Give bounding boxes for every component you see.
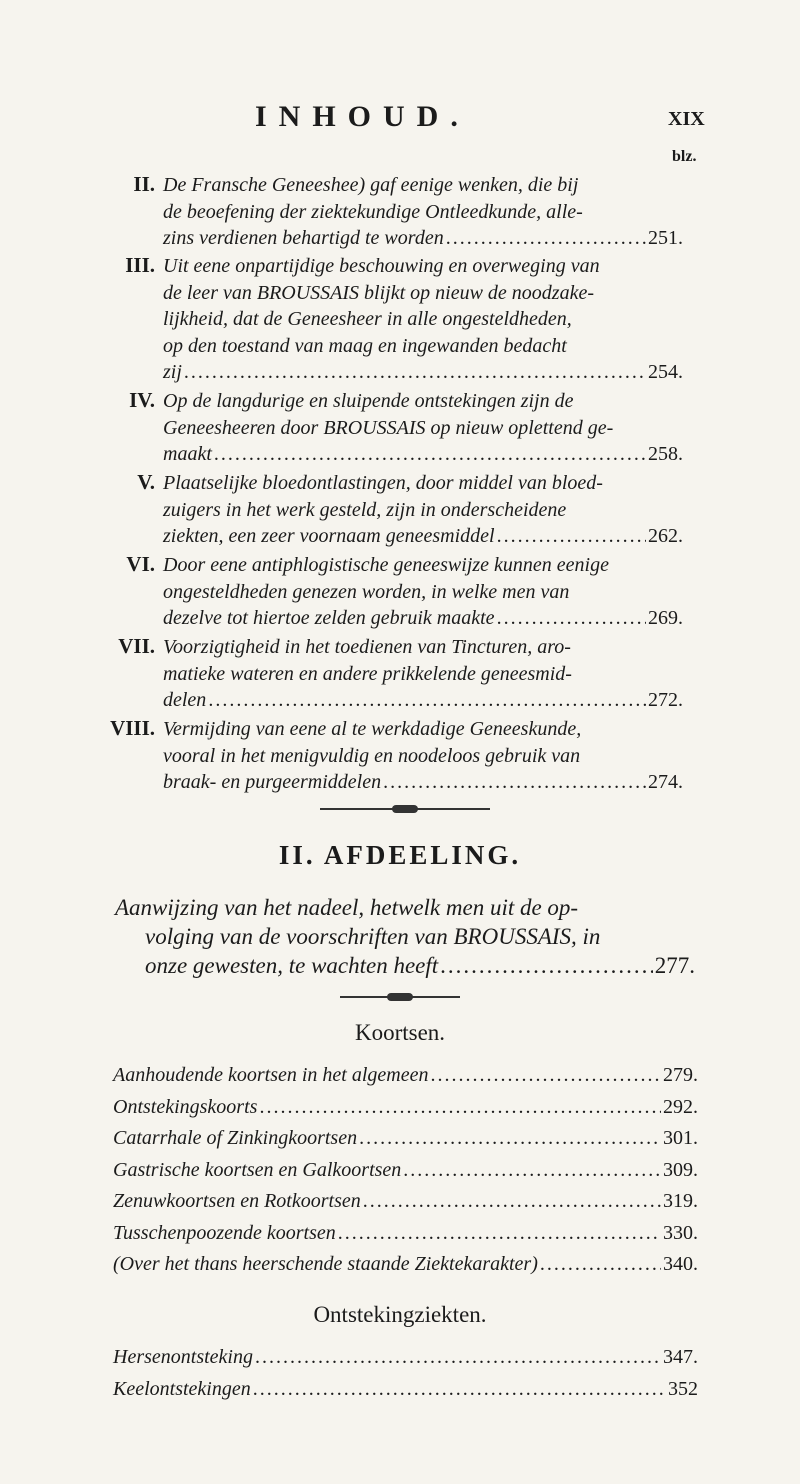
entry-line: dezelve tot hiertoe zelden gebruik maakte (163, 607, 495, 629)
entry-page: 272. (648, 689, 683, 711)
entry-number: III. (125, 253, 155, 277)
list-item (113, 1127, 698, 1159)
dot-leader (259, 1096, 661, 1119)
item-page: 330. (663, 1221, 698, 1244)
entry-page: 254. (648, 361, 683, 383)
ornament-center (392, 805, 418, 813)
item-page: 319. (663, 1190, 698, 1212)
item-page: 301. (663, 1127, 698, 1149)
list-item (113, 1378, 698, 1410)
dot-leader (208, 687, 646, 714)
dot-leader (540, 1253, 661, 1276)
item-label: Hersenontsteking (113, 1346, 253, 1368)
intro-leader-line (115, 951, 695, 980)
dot-leader (253, 1378, 666, 1401)
dot-leader (497, 605, 646, 632)
entry-number: VI. (126, 552, 155, 576)
entry-text (163, 253, 683, 386)
item-page: 279. (663, 1064, 698, 1086)
entry-line: matieke wateren en andere prikkelende geneesmid- (163, 662, 572, 685)
entry-line: Door eene antiphlogistische geneeswijze kunnen eenige (163, 554, 609, 576)
intro-line: Aanwijzing van het nadeel, hetwelk men uit de op- (115, 895, 579, 920)
entry-page: 274. (648, 771, 683, 793)
ornament-rule (320, 808, 490, 810)
entry-line: de beoefening der ziektekundige Ontleedkunde, alle- (163, 200, 583, 223)
dot-leader (383, 769, 646, 796)
item-label: Keelontstekingen (113, 1377, 251, 1400)
item-label: Catarrhale of Zinkingkoortsen (113, 1127, 358, 1149)
page-header (0, 100, 800, 140)
subsection-title-ontstekingziekten: Ontstekingziekten. (313, 1302, 487, 1327)
koortsen-list (113, 1064, 698, 1285)
item-label: Aanhoudende koortsen in het algemeen (113, 1064, 429, 1086)
entry-leader-line (163, 523, 683, 550)
entry-page: 262. (648, 525, 683, 547)
page-column-label: blz. (672, 148, 697, 165)
ornament-center (387, 993, 413, 1001)
dot-leader (440, 951, 653, 980)
item-page: 292. (663, 1095, 698, 1118)
dot-leader (497, 523, 646, 550)
dot-leader (403, 1159, 661, 1182)
item-page: 347. (663, 1346, 698, 1368)
entry-line: Op de langdurige en sluipende ontstekingen zijn de (163, 390, 574, 412)
entry-line: ziekten, een zeer voornaam geneesmiddel (163, 525, 495, 547)
header-page-number: XIX (668, 108, 705, 130)
entry-page: 269. (648, 607, 683, 629)
section-intro (115, 893, 695, 980)
entry-text (163, 172, 683, 252)
header-title: INHOUD. (255, 100, 470, 133)
entry-line: Geneesheeren door BROUSSAIS op nieuw oplettend ge- (163, 416, 614, 439)
entry-leader-line (163, 359, 683, 386)
item-page: 352 (668, 1377, 698, 1400)
subsection-title-koortsen: Koortsen. (354, 1020, 446, 1045)
list-item (113, 1159, 698, 1191)
entry-line: ongesteldheden genezen worden, in welke men van (163, 580, 570, 603)
entry-leader-line (163, 769, 683, 796)
entry-line: Vermijding van eene al te werkdadige Geneeskunde, (163, 718, 582, 740)
entry-leader-line (163, 225, 683, 252)
item-page: 340. (663, 1253, 698, 1275)
list-item (113, 1346, 698, 1378)
entry-page: 258. (648, 443, 683, 465)
entry-line: op den toestand van maag en ingewanden bedacht (163, 334, 567, 357)
entry-text (163, 634, 683, 714)
item-page: 309. (663, 1158, 698, 1181)
entry-number: IV. (129, 388, 155, 412)
entry-line: braak- en purgeermiddelen (163, 771, 382, 793)
dot-leader (430, 1064, 661, 1087)
entry-number: VII. (118, 634, 155, 658)
entry-line: delen (163, 689, 207, 711)
intro-line: volging van de voorschriften van BROUSSAIS, in (145, 924, 601, 949)
entry-number: VIII. (110, 716, 155, 740)
entry-line: Voorzigtigheid in het toedienen van Tincturen, aro- (163, 636, 571, 658)
entry-line: vooral in het menigvuldig en noodeloos gebruik van (163, 744, 581, 767)
entry-line: De Fransche Geneeshee) gaf eenige wenken, die bij (163, 174, 579, 196)
ornament-rule (340, 996, 460, 998)
list-item (113, 1096, 698, 1128)
dot-leader (446, 225, 646, 252)
intro-line: onze gewesten, te wachten heeft (145, 953, 439, 978)
entry-number: V. (137, 470, 155, 494)
entry-text (163, 552, 683, 632)
entry-number: II. (133, 172, 155, 196)
section-title: II. AFDEELING. (278, 840, 522, 870)
list-item (113, 1190, 698, 1222)
item-label: Zenuwkoortsen en Rotkoortsen (113, 1190, 361, 1212)
entry-text (163, 388, 683, 468)
entry-text (163, 470, 683, 550)
item-label: Tusschenpoozende koortsen (113, 1221, 336, 1244)
item-label: Gastrische koortsen en Galkoortsen (113, 1158, 402, 1181)
entry-line: lijkheid, dat de Geneesheer in alle ongesteldheden, (163, 308, 572, 330)
entry-line: Plaatselijke bloedontlastingen, door middel van bloed- (163, 472, 603, 494)
entry-line: zij (163, 361, 182, 383)
dot-leader (255, 1346, 661, 1369)
item-label: (Over het thans heerschende staande Ziektekarakter) (113, 1253, 538, 1275)
intro-page: 277. (654, 953, 695, 978)
entry-line: zins verdienen behartigd te worden (163, 227, 444, 249)
entry-leader-line (163, 441, 683, 468)
entry-page: 251. (648, 227, 683, 249)
dot-leader (359, 1127, 661, 1150)
entry-line: zuigers in het werk gesteld, zijn in onderscheidene (163, 498, 567, 521)
list-item (113, 1253, 698, 1285)
dot-leader (338, 1222, 661, 1245)
entry-line: maakt (163, 443, 212, 465)
dot-leader (363, 1190, 661, 1213)
dot-leader (214, 441, 646, 468)
dot-leader (184, 359, 646, 386)
list-item (113, 1064, 698, 1096)
entry-text (163, 716, 683, 796)
list-item (113, 1222, 698, 1254)
entry-line: de leer van BROUSSAIS blijkt op nieuw de noodzake- (163, 281, 594, 304)
item-label: Ontstekingskoorts (113, 1095, 258, 1118)
entry-leader-line (163, 605, 683, 632)
ontsteking-list (113, 1346, 698, 1409)
entry-leader-line (163, 687, 683, 714)
entry-line: Uit eene onpartijdige beschouwing en overweging van (163, 255, 600, 277)
